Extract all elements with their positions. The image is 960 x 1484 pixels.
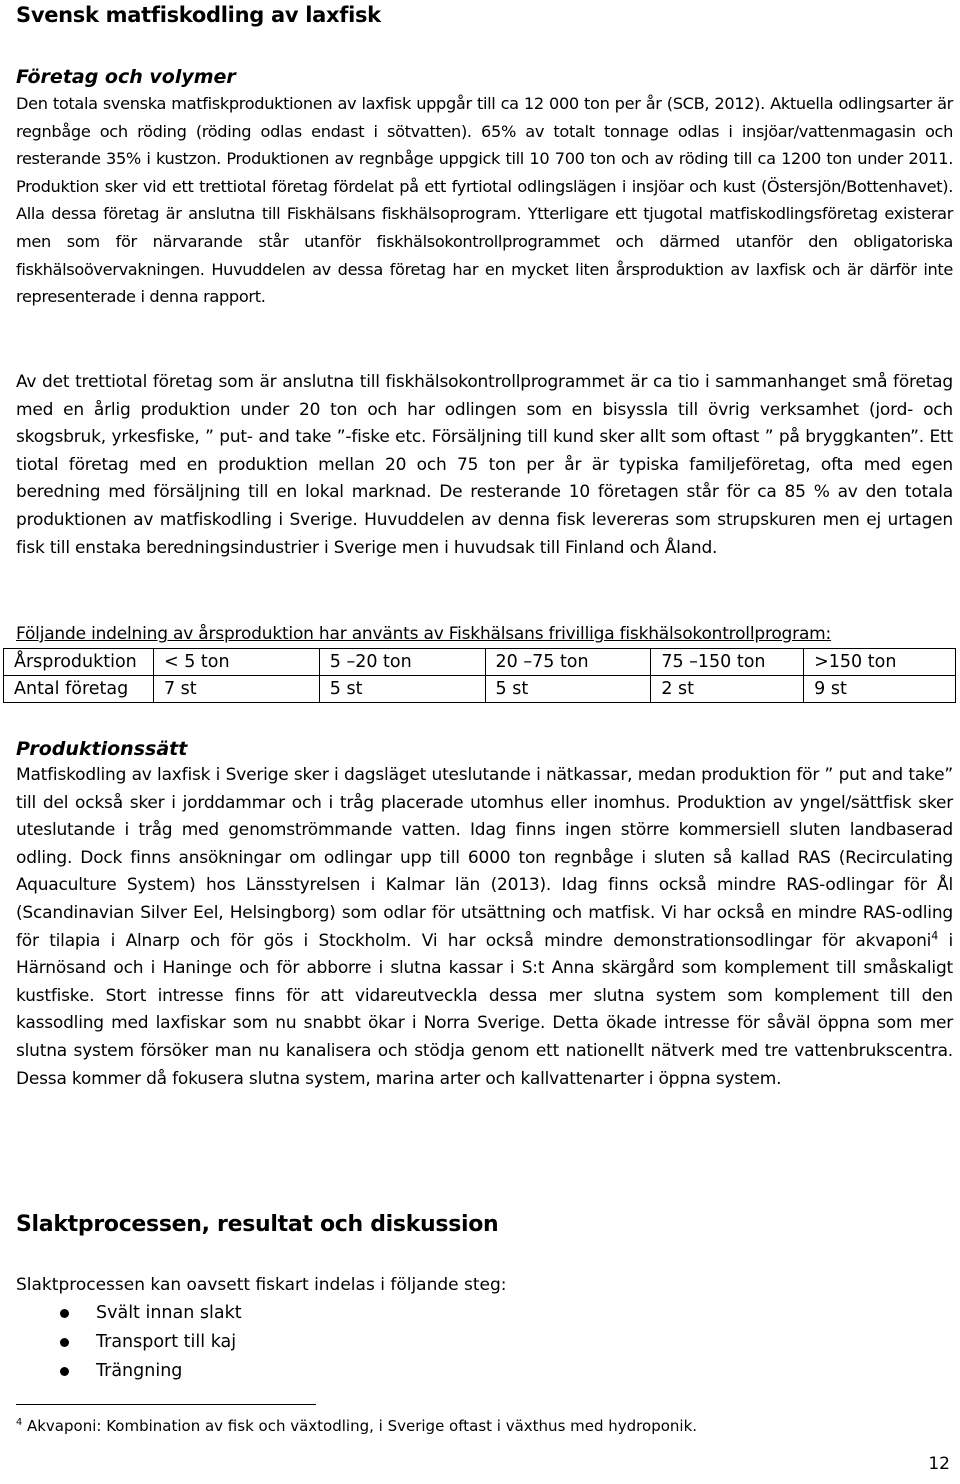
bullet-icon bbox=[60, 1309, 69, 1318]
section-heading-foretag: Företag och volymer bbox=[16, 66, 236, 88]
footnote bbox=[16, 1415, 697, 1437]
table-cell: 5 st bbox=[319, 676, 485, 703]
table-row bbox=[4, 676, 956, 703]
table-lead-text: Följande indelning av årsproduktion har använts av Fiskhälsans frivilliga fiskhälsokontrollprogram: bbox=[16, 624, 832, 644]
paragraph-foretag-storlek: Av det trettiotal företag som är anslutna till fiskhälsokontrollprogrammet är ca tio i sammanhanget små företag med en årlig produktion under 20 ton och har odlingen som en bisyssla till övrig verksamhet (jord- och skogsbruk, yrkesfiske, ” put- and take ”-fiske etc. Försäljning till kund sker allt som oftast ” på bryggkanten”. Ett tiotal företag med en produktion mellan 20 och 75 ton per år är typiska familjeföretag, ofta med egen beredning med försäljning till en lokal marknad. De resterande 10 företagen står för ca 85 % av den totala produktionen av matfiskodling i Sverige. Huvuddelen av denna fisk levereras som strupskuren men ej urtagen fisk till enstaka beredningsindustrier i Sverige men i huvudsak till Finland och Åland. bbox=[16, 372, 953, 558]
footnote-ref: 4 bbox=[931, 928, 939, 942]
steps-lead-text: Slaktprocessen kan oavsett fiskart indelas i följande steg: bbox=[16, 1275, 507, 1295]
production-size-table bbox=[3, 648, 956, 703]
list-item bbox=[0, 1328, 242, 1357]
list-item-label: Transport till kaj bbox=[96, 1332, 237, 1352]
document-title: Svensk matfiskodling av laxfisk bbox=[16, 3, 381, 27]
table-cell: 9 st bbox=[804, 676, 956, 703]
list-item-label: Svält innan slakt bbox=[96, 1303, 242, 1323]
table-cell: >150 ton bbox=[804, 649, 956, 676]
page-number: 12 bbox=[928, 1454, 950, 1474]
footnote-divider bbox=[16, 1404, 316, 1405]
table-cell: 5 st bbox=[485, 676, 651, 703]
table-cell: < 5 ton bbox=[153, 649, 319, 676]
steps-list bbox=[0, 1299, 242, 1386]
paragraph-volymer: Den totala svenska matfiskproduktionen av laxfisk uppgår till ca 12 000 ton per år (SCB, 2012). Aktuella odlingsarter är regnbåge och röding (röding odlas endast i sötvatten). 65% av totalt tonnage odlas i insjöar/vattenmagasin och resterande 35% i kustzon. Produktionen av regnbåge uppgick till 10 700 ton och av röding till ca 1200 ton under 2011. Produktion sker vid ett trettiotal företag fördelat på ett fyrtiotal odlingslägen i insjöar och kust (Östersjön/Bottenhavet). Alla dessa företag är anslutna till Fiskhälsans fiskhälsoprogram. Ytterligare ett tjugotal matfiskodlingsföretag existerar men som för närvarande står utanför fiskhälsokontrollprogrammet och därmed utanför den obligatoriska fiskhälsoövervakningen. Huvuddelen av dessa företag har en mycket liten årsproduktion av laxfisk och är därför inte representerade i denna rapport. bbox=[16, 94, 953, 307]
footnote-number: 4 bbox=[16, 1417, 23, 1428]
table-cell: 5 –20 ton bbox=[319, 649, 485, 676]
table-cell: 75 –150 ton bbox=[651, 649, 804, 676]
table-cell: Antal företag bbox=[4, 676, 154, 703]
table-row bbox=[4, 649, 956, 676]
list-item bbox=[0, 1299, 242, 1328]
bullet-icon bbox=[60, 1338, 69, 1347]
paragraph-text: i Härnösand och i Haninge och för abborre i slutna kassar i S:t Anna skärgård som komplement till småskaligt kustfiske. Stort intresse finns för att vidareutveckla dessa mer slutna system som komplement till den kassodling med laxfiskar som nu snabbt ökar i Norra Sverige. Detta ökade intresse för såväl öppna som mer slutna system försöker man nu kanalisera och stödja genom ett nationellt nätverk med tre vattenbrukscentra. Dessa kommer då fokusera slutna system, marina arter och kallvattenarter i öppna system. bbox=[16, 930, 953, 1089]
section-heading-slaktprocessen: Slaktprocessen, resultat och diskussion bbox=[16, 1212, 499, 1237]
list-item-label: Trängning bbox=[96, 1361, 183, 1381]
section-heading-produktionssatt: Produktionssätt bbox=[16, 738, 188, 760]
paragraph-produktionssatt bbox=[16, 762, 953, 1093]
table-cell: 20 –75 ton bbox=[485, 649, 651, 676]
table-cell: 7 st bbox=[153, 676, 319, 703]
list-item bbox=[0, 1357, 242, 1386]
bullet-icon bbox=[60, 1367, 69, 1376]
paragraph-text: Matfiskodling av laxfisk i Sverige sker i dagsläget uteslutande i nätkassar, medan produktion för ” put and take” till del också sker i jorddammar och i tråg placerade utomhus eller inomhus. Produktion av yngel/sättfisk sker uteslutande i tråg med genomströmmande vatten. Idag finns ingen större kommersiell sluten landbaserad odling. Dock finns ansökningar om odlingar upp till 6000 ton regnbåge i sluten så kallad RAS (Recirculating Aquaculture System) hos Länsstyrelsen i Kalmar län (2013). Idag finns också mindre RAS-odlingar för Ål (Scandinavian Silver Eel, Helsingborg) som odlar för utsättning och matfisk. Vi har också en mindre RAS-odling för tilapia i Alnarp och för gös i Stockholm. Vi har också mindre demonstrationsodlingar för akvaponi bbox=[16, 765, 953, 951]
footnote-text: Akvaponi: Kombination av fisk och växtodling, i Sverige oftast i växthus med hydroponik. bbox=[22, 1417, 698, 1435]
table-cell: Årsproduktion bbox=[4, 649, 154, 676]
table-cell: 2 st bbox=[651, 676, 804, 703]
